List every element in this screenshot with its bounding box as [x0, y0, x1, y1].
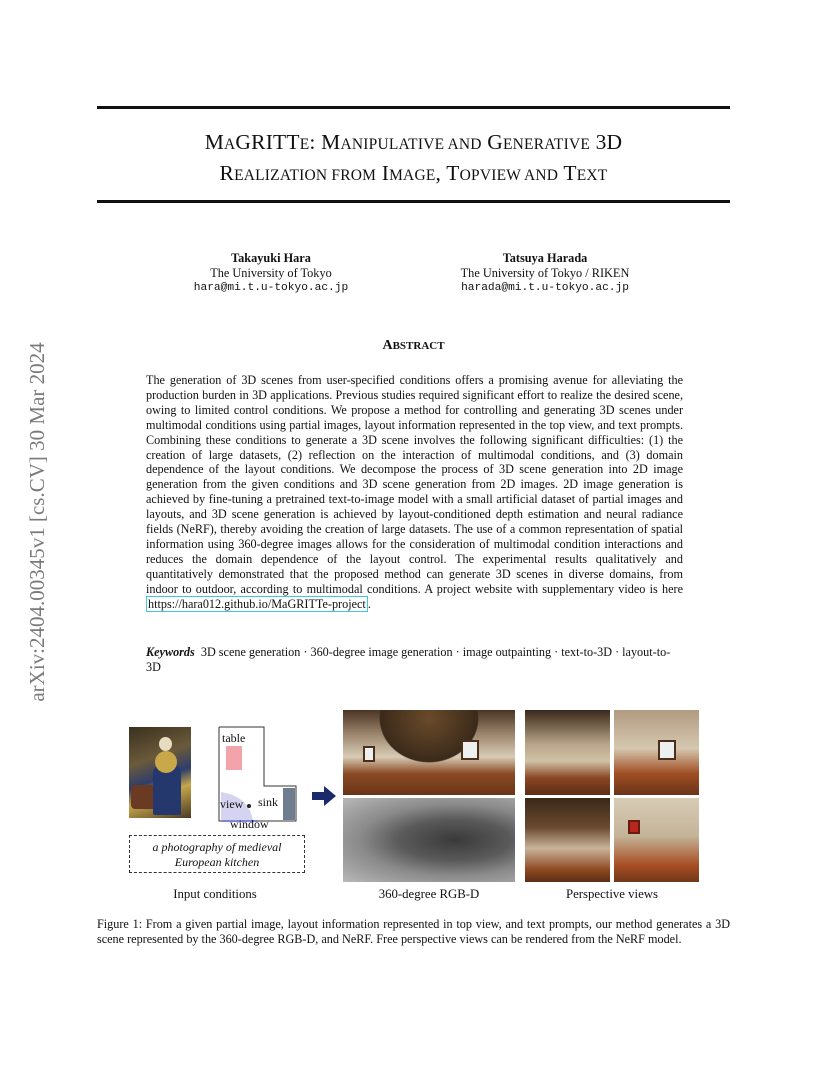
- perspective-view-image: [614, 798, 699, 882]
- title-segment: ENERATIVE: [502, 136, 591, 153]
- author-affiliation: The University of Tokyo: [210, 266, 332, 280]
- author-email[interactable]: hara@mi.t.u-tokyo.ac.jp: [193, 282, 349, 294]
- painting-bodice: [155, 751, 177, 773]
- table-region: [226, 746, 242, 770]
- title-segment: GRITT: [235, 130, 300, 154]
- title-segment: EALIZATION FROM: [234, 167, 377, 184]
- figure-label-perspective: Perspective views: [565, 887, 659, 901]
- arrow-right-icon: [312, 786, 336, 806]
- title-segment: A: [224, 136, 236, 153]
- author-block: [151, 251, 391, 296]
- title-segment: OPVIEW AND: [459, 167, 559, 184]
- author-name: Takayuki Hara: [231, 251, 311, 265]
- keywords-text: 3D scene generation · 360-degree image generation · image outpainting · text-to-3D · layout-to-3D: [146, 645, 671, 674]
- paper-title: [97, 128, 730, 190]
- layout-label-table: table: [222, 731, 246, 745]
- title-segment: : M: [309, 130, 341, 154]
- keywords: [146, 645, 683, 675]
- author-affiliation: The University of Tokyo / RIKEN: [460, 266, 630, 280]
- title-rule-top: [97, 106, 730, 109]
- title-segment: M: [204, 130, 225, 154]
- title-segment: T: [558, 161, 577, 185]
- title-segment: MAGE: [389, 167, 436, 184]
- figure-caption: Figure 1: From a given partial image, layout information represented in top view, and text prompts, our method generates a 3D scene represented by the 360-degree RGB-D, and NeRF. Free perspective views can be rendered from the NeRF model.: [97, 917, 730, 946]
- prompt-line: European kitchen: [174, 855, 260, 869]
- figure-label-input: Input conditions: [173, 887, 257, 901]
- arxiv-stamp: arXiv:2404.00345v1 [cs.CV] 30 Mar 2024: [25, 342, 49, 702]
- abstract-end: .: [367, 596, 371, 611]
- title-line-2: [97, 159, 730, 190]
- title-line-1: [97, 128, 730, 159]
- painting-head: [159, 737, 172, 751]
- text-prompt-box: [129, 835, 305, 873]
- abstract-heading: [97, 338, 730, 354]
- keywords-label: Keywords: [146, 645, 195, 659]
- abstract-text: The generation of 3D scenes from user-specified conditions offers a promising avenue for alleviating the production burden in 3D applications. Previous studies required significant effort to realize the desired scene, owing to limited control conditions. We propose a method for controlling and generating 3D scenes under multimodal conditions using partial images, layout information represented in the top view, and text prompts. Combining these conditions to generate a 3D scene involves the following significant difficulties: (1) the creation of large datasets, (2) reflection on the interaction of multimodal conditions, and (3) domain dependence of the layout conditions. We decompose the process of 3D scene generation into 2D image generation from the given conditions and 3D scene generation from 2D images. 2D image generation is achieved by fine-tuning a pretrained text-to-image model with a small artificial dataset of partial images and layouts, and 3D scene generation is achieved by layout-conditioned depth estimation and neural radiance fields (NeRF), thereby avoiding the creation of large datasets. The use of a common representation of spatial information using 360-degree images allows for the consideration of multimodal condition interactions and reduces the domain dependence of the layout control. The experimental results qualitatively and quantitatively demonstrated that the proposed method can generate 3D scenes in diverse domains, from indoor to outdoor, according to multimodal conditions. A project website with supplementary video is here: [146, 373, 683, 596]
- title-segment: E: [299, 136, 310, 153]
- abstract-heading-rest: BSTRACT: [392, 340, 445, 352]
- perspective-view-image: [614, 710, 699, 795]
- title-segment: 3D: [590, 130, 623, 154]
- perspective-view-image: [525, 798, 610, 882]
- partial-image-painting: [129, 727, 191, 818]
- title-segment: G: [481, 130, 503, 154]
- title-rule-bottom: [97, 200, 730, 203]
- sink-region: [283, 788, 295, 820]
- abstract-heading-initial: A: [382, 338, 393, 353]
- title-segment: R: [219, 161, 235, 185]
- author-email[interactable]: harada@mi.t.u-tokyo.ac.jp: [461, 282, 629, 294]
- pano-window: [461, 740, 479, 760]
- title-segment: ANIPULATIVE AND: [340, 136, 482, 153]
- title-segment: EXT: [576, 167, 608, 184]
- prompt-line: a photography of medieval: [152, 840, 282, 854]
- author-name: Tatsuya Harada: [502, 251, 588, 265]
- persp-red-cloth: [628, 820, 640, 834]
- layout-label-window: window: [230, 817, 269, 831]
- perspective-view-image: [525, 710, 610, 795]
- figure-label-rgbd: 360-degree RGB-D: [378, 887, 480, 901]
- panorama-depth-image: [343, 798, 515, 882]
- pano-window: [363, 746, 375, 762]
- abstract-body: [146, 373, 683, 612]
- author-block: [425, 251, 665, 296]
- camera-point: [247, 804, 251, 808]
- panorama-rgb-image: [343, 710, 515, 795]
- layout-label-sink: sink: [258, 795, 279, 809]
- title-segment: , T: [435, 161, 460, 185]
- layout-label-view: view: [220, 797, 244, 811]
- project-link[interactable]: https://hara012.github.io/MaGRITTe-project: [148, 596, 366, 611]
- persp-window: [658, 740, 676, 760]
- title-segment: I: [376, 161, 390, 185]
